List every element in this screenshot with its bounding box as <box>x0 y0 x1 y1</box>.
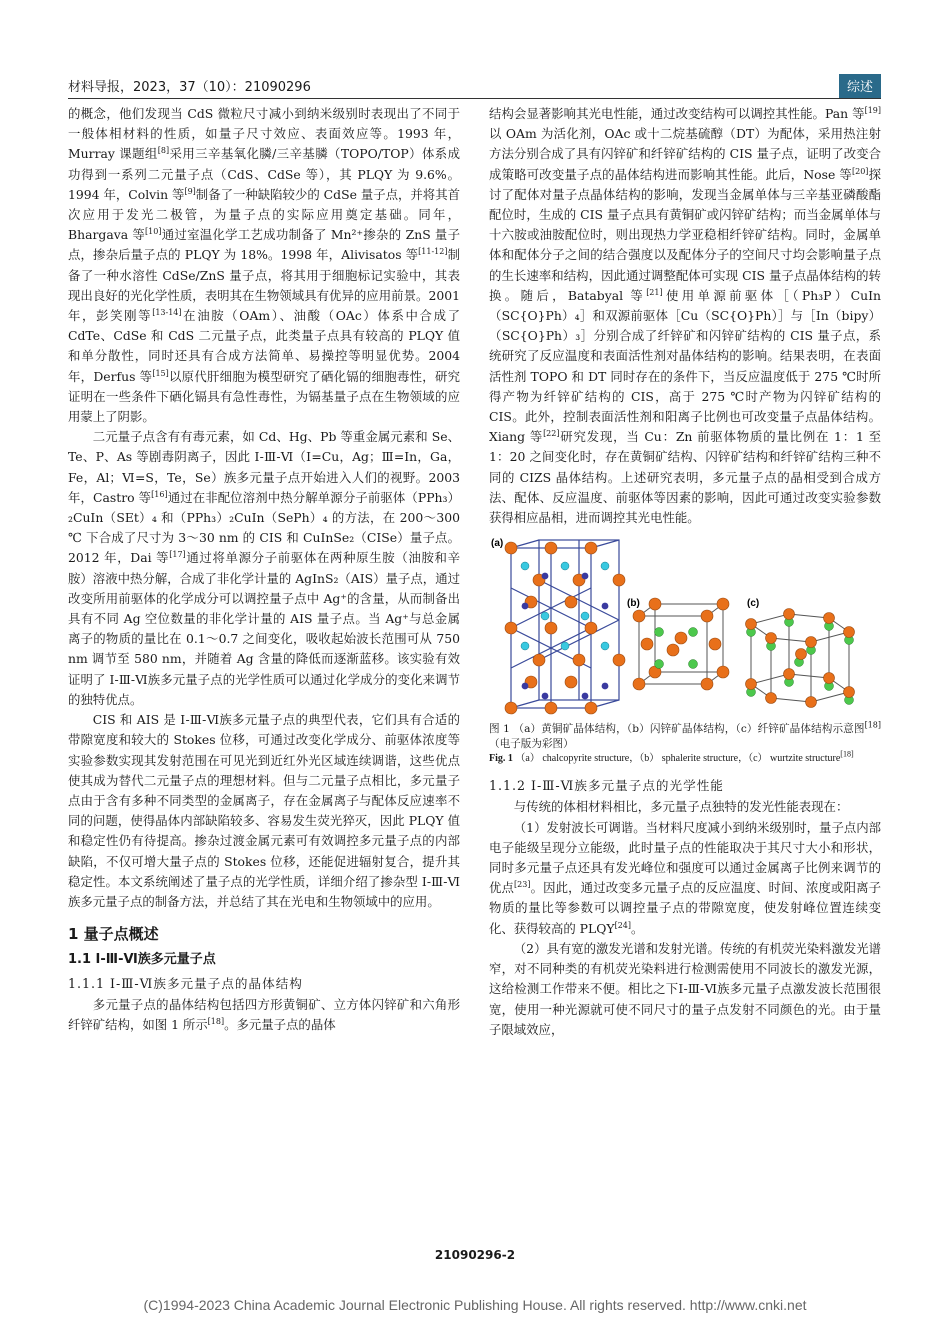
citation[interactable]: [18] <box>207 1016 225 1026</box>
sphalerite-structure <box>633 598 729 690</box>
paragraph: 结构会显著影响其光电性能，通过改变结构可以调控其性能。Pan 等[19]以 OAm 为活化剂，OAc 或十二烷基硫醇（DT）为配体，采用热注射方法分别合成了具有闪锌矿和纤锌矿结构的 CIS 量子点，证明了改变合成策略可改变量子点的晶体结构进而影响其性能。此后，Nose 等[20]探讨了配体对量子点晶体结构的影响，发现当金属单体与三辛基亚磷酸酯配位时，生成的 CIS 量子点具有黄铜矿或闪锌矿结构；而当金属单体与十六胺或油胺配位时，则出现热力学亚稳相纤锌矿结构。同时，金属单体和配体分子之间的结合强度以及配体分子的空间尺寸均会影响量子点的生长速率和结构，因此通过调整配体可实现 CIS 量子点晶体结构的转换。随后，Batabyal 等[21]使用单源前驱体［（Ph₃P）CuIn（SC{O}Ph）₄］和双源前驱体［Cu（SC{O}Ph）］与［In（bipy）（SC{O}Ph）₃］分别合成了纤锌矿和闪锌矿结构的 CIS 量子点，系统研究了反应温度和表面活性剂对晶体结构的影响。结果表明，在表面活性剂 TOPO 和 DT 同时存在的条件下，当反应温度低于 275 ℃时所得产物为纤锌矿结构的 CIS，高于 275 ℃时产物为闪锌矿结构的 CIS。此外，控制表面活性剂和阳离子比例也可改变量子点晶体结构。Xiang 等[22]研究发现，当 Cu：Zn 前驱体物质的量比例在 1：1 至 1：20 之间变化时，存在黄铜矿结构、闪锌矿结构和纤锌矿结构三种不同的 CIZS 晶体结构。上述研究表明，多元量子点的晶相受到合成方法、配体、反应温度、前驱体等因素的影响，因此可通过改变实验参数获得相应晶相，进而调控其光电性能。 <box>489 105 881 526</box>
citation[interactable]: [18] <box>864 720 881 730</box>
paragraph: 的概念，他们发现当 CdS 微粒尺寸减小到纳米级别时表现出了不同于一般体相材料的性质，如量子尺寸效应、表面效应等。1993 年，Murray 课题组[8]采用三辛基氧化膦/三辛基膦（TOPO/TOP）体系成功得到一系列二元量子点（CdS、CdSe 等），其 PLQY 为 9.6%。1994 年，Colvin 等[9]制备了一种缺陷较少的 CdSe 量子点，并将其首次应用于发光二极管，为量子点的实际应用奠定基础。同年，Bhargava 等[10]通过室温化学工艺成功制备了 Mn²⁺掺杂的 ZnS 量子点，掺杂后量子点的 PLQY 为 18%。1998 年，Alivisatos 等[11-12]制备了一种水溶性 CdSe/ZnS 量子点，将其用于细胞标记实验中，其表现出良好的光化学性质，表明其在生物领域具有优异的应用前景。2001 年，彭笑刚等[13-14]在油胺（OAm）、油酸（OAc）体系中合成了 CdTe、CdSe 和 CdS 二元量子点，此类量子点具有较高的 PLQY 值和单分散性，同时还具有合成方法简单、易操控等明显优势。2004 年，Derfus 等[15]以原代肝细胞为模型研究了硒化镉的细胞毒性，研究证明在一些条件下硒化镉具有急性毒性，为镉基量子点在生物领域的应用蒙上了阴影。 <box>68 106 461 425</box>
citation[interactable]: [17] <box>169 550 186 560</box>
citation[interactable]: [18] <box>840 749 854 759</box>
journal-citation: 材料导报，2023，37（10）：21090296 <box>68 80 311 95</box>
paragraph: 与传统的体相材料相比，多元量子点独特的发光性能表现在： <box>513 799 849 815</box>
paragraph: CIS 和 AIS 是 Ⅰ-Ⅲ-Ⅵ族多元量子点的典型代表，它们具有合适的带隙宽度和较大的 Stokes 位移，可通过改变化学成分、前驱体浓度等实验参数实现其发射范围在可见光到近红外光区域连续调谐，这些优点使其成为替代二元量子点的理想材料。但与二元量子点相比，多元量子点由于含有多种不同类型的金属离子，存在金属离子与配体反应速率不同的问题，使得晶体内部缺陷较多、容易发生荧光猝灭，因此 PLQY 值和稳定性仍有待提高。掺杂过渡金属元素可有效调控多元量子点的内部缺陷，不仅可增大量子点的 Stokes 位移，还能促进辐射复合，提升其稳定性。本文系统阐述了量子点的光学性质，详细介绍了掺杂型 Ⅰ-Ⅲ-Ⅵ族多元量子点的制备方法，并总结了其在光电和生物领域中的应用。 <box>68 712 460 909</box>
citation[interactable]: [9] <box>184 186 196 196</box>
wurtzite-structure <box>746 609 855 708</box>
citation[interactable]: [16] <box>151 489 168 499</box>
paragraph: （1）发射波长可调谐。当材料尺度减小到纳米级别时，量子点内部电子能级呈现分立能级，此时量子点的性能取决于其尺寸大小和形状，同时多元量子点还具有发光峰位和强度可以通过金属离子比例来调节的优点[23]。因此，通过改变多元量子点的反应温度、时间、浓度或阳离子物质的量比等参数可以调控量子点的带隙宽度，使发射峰位置连续变化、获得较高的 PLQY[24]。 <box>489 819 882 936</box>
figure-crystal-structures <box>489 536 881 718</box>
page-number: 21090296-2 <box>434 1248 516 1262</box>
left-column <box>68 104 460 1035</box>
section-heading: 1 量子点概述 <box>68 925 159 944</box>
subsubsection-heading: 1.1.2 Ⅰ-Ⅲ-Ⅵ族多元量子点的光学性能 <box>489 778 724 794</box>
subsection-heading: 1.1 Ⅰ-Ⅲ-Ⅵ族多元量子点 <box>68 952 216 968</box>
crystal-structures-image <box>489 536 881 718</box>
citation[interactable]: [8] <box>157 146 170 156</box>
figure-caption-en: Fig. 1 （a） chalcopyrite structure，（b） sphalerite structure，（c） wurtzite structure[18] <box>489 749 854 765</box>
figure-label-b: (b) <box>627 598 640 610</box>
page-header <box>68 74 881 96</box>
figure-label-a: (a) <box>491 538 504 550</box>
citation[interactable]: [13-14] <box>152 307 182 317</box>
citation[interactable]: [11-12] <box>418 247 448 257</box>
citation[interactable]: [22] <box>543 429 560 439</box>
paragraph: 多元量子点的晶体结构包括四方形黄铜矿、立方体闪锌矿和六角形纤锌矿结构，如图 1 所示[18]。多元量子点的晶体 <box>68 996 460 1032</box>
subsubsection-heading: 1.1.1 Ⅰ-Ⅲ-Ⅵ族多元量子点的晶体结构 <box>68 975 303 991</box>
paragraph: （2）具有宽的激发光谱和发射光谱。传统的有机荧光染料激发光谱窄，对不同种类的有机荧光染料进行检测需使用不同波长的激发光源，这给检测工作带来不便。相比之下Ⅰ-Ⅲ-Ⅵ族多元量子点激发波长范围很宽，使用一种光源就可使不同尺寸的量子点发射不同颜色的光。由于量子限域效应， <box>489 940 882 1037</box>
citation[interactable]: [23] <box>514 880 531 890</box>
citation[interactable]: [24] <box>614 920 631 930</box>
citation[interactable]: [21] <box>646 287 663 297</box>
copyright-footer: (C)1994-2023 China Academic Journal Electronic Publishing House. All rights reserved. http://www.cnki.net <box>143 1297 807 1313</box>
citation[interactable]: [10] <box>145 227 162 237</box>
citation[interactable]: [20] <box>852 166 869 176</box>
citation[interactable]: [15] <box>152 368 169 378</box>
citation[interactable]: [19] <box>864 105 881 115</box>
right-column <box>489 104 881 1040</box>
paragraph: 二元量子点含有有毒元素，如 Cd、Hg、Pb 等重金属元素和 Se、Te、P、As 等剧毒阴离子，因此 Ⅰ-Ⅲ-Ⅵ（Ⅰ=Cu，Ag；Ⅲ=In，Ga，Fe，Al；Ⅵ=S，Te，Se）族多元量子点开始进入人们的视野。2003 年，Castro 等[16]通过在非配位溶剂中热分解单源分子前驱体（PPh₃）₂CuIn（SEt）₄ 和（PPh₃）₂CuIn（SePh）₄ 的方法，在 200～300 ℃ 下合成了尺寸为 3～30 nm 的 CIS 和 CuInSe₂（CISe）量子点。2012 年，Dai 等[17]通过将单源分子前驱体在两种原生胺（油胺和辛胺）溶液中热分解，合成了非化学计量的 AgInS₂（AIS）量子点，通过改变所用前驱体的化学成分可以调控量子点中 Ag⁺的含量，从而制备出具有不同 Ag 空位数量的非化学计量的 AIS 量子点。当 Ag⁺与总金属离子的物质的量比在 0.1～0.7 之间变化，吸收起始波长范围可从 750 nm 调节至 580 nm，并随着 Ag 含量的降低而逐渐蓝移。该实验有效证明了 Ⅰ-Ⅲ-Ⅵ族多元量子点的光学性质可以通过化学成分的变化来调节的独特优点。 <box>68 429 460 707</box>
chalcopyrite-structure <box>505 540 625 714</box>
figure-label-c: (c) <box>747 598 760 610</box>
figure-caption-cn: 图 1 （a）黄铜矿晶体结构，（b）闪锌矿晶体结构，（c）纤锌矿晶体结构示意图[18]（电子版为彩图） <box>489 720 881 751</box>
section-tag: 综述 <box>839 74 881 98</box>
header-rule <box>68 98 881 99</box>
